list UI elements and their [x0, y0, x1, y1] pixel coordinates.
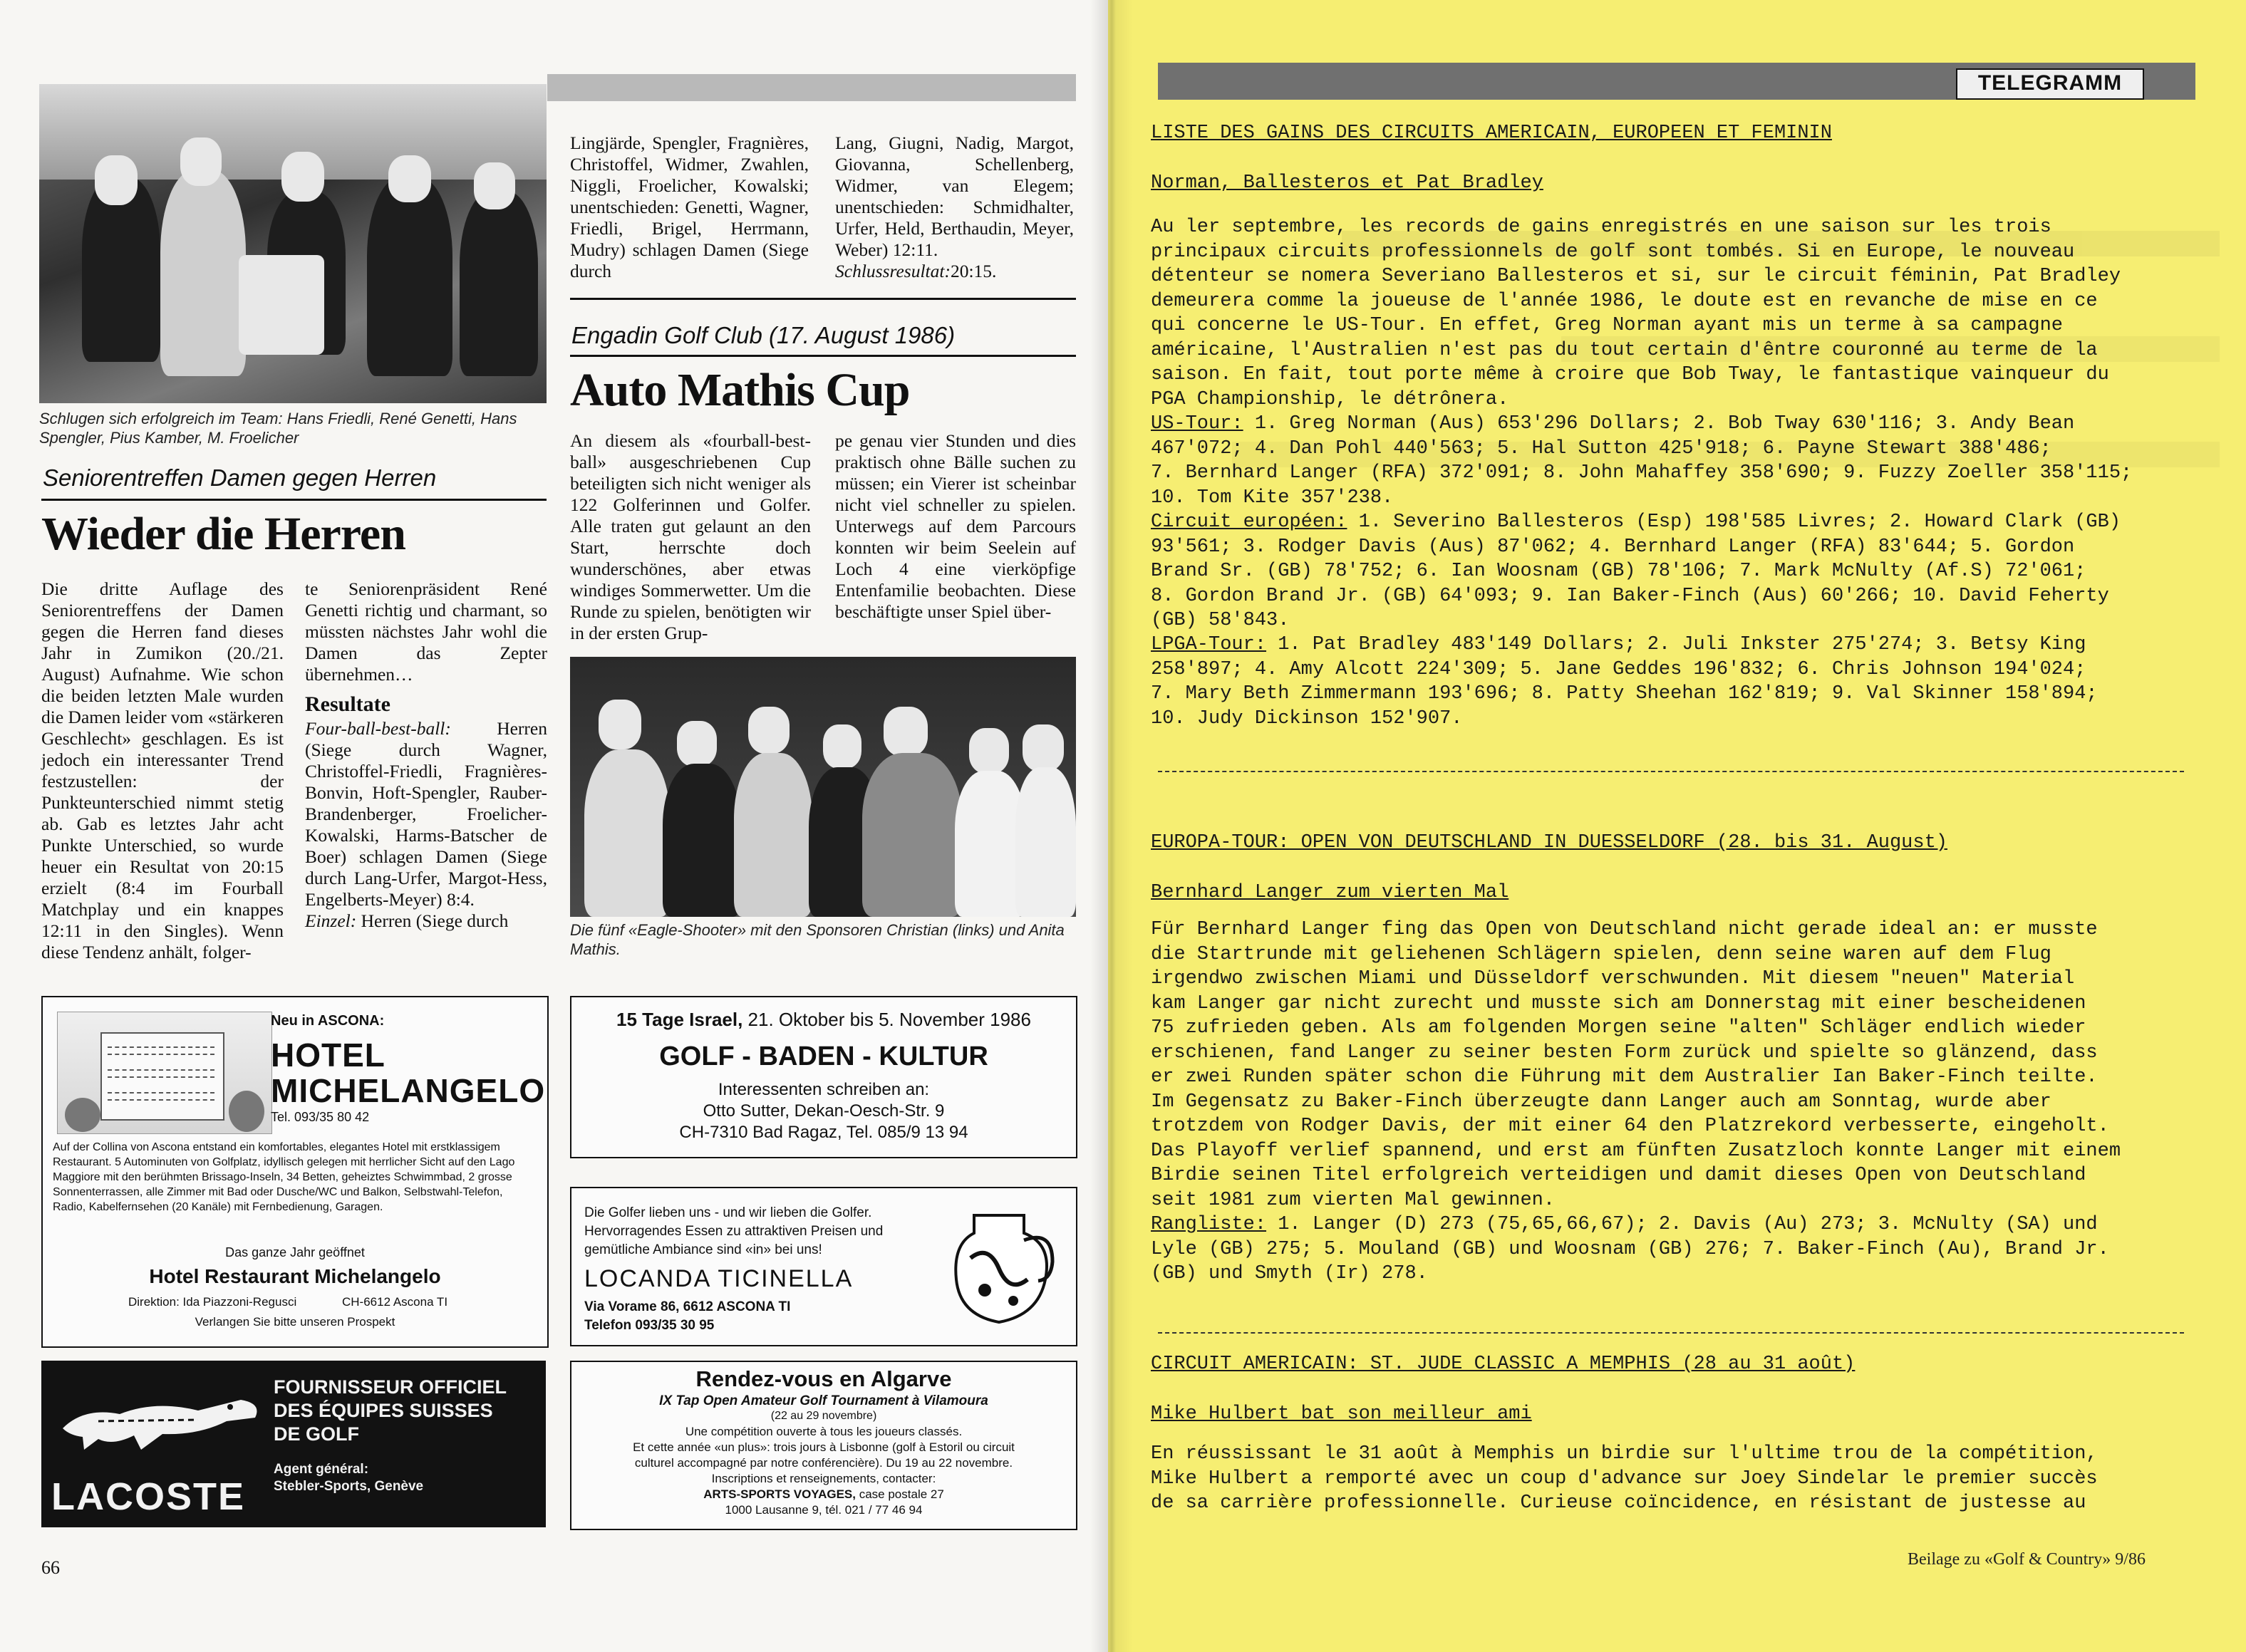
hotel-name-2: MICHELANGELO: [271, 1072, 546, 1109]
kicker-seniorentreffen: Seniorentreffen Damen gegen Herren: [43, 464, 437, 491]
einzel-results: Herren (Siege durch: [356, 910, 509, 931]
heading-gains-list: LISTE DES GAINS DES CIRCUITS AMERICAIN, EUROPEEN ET FEMININ: [1151, 123, 1832, 144]
lacoste-line3: DE GOLF: [274, 1423, 359, 1445]
lpga-tour-results: [1151, 633, 2098, 731]
supplement-footer: Beilage zu «Golf & Country» 9/86: [1908, 1550, 2146, 1569]
israel-line1: [571, 1009, 1076, 1031]
hotel-description: Auf der Collina von Ascona entstand ein komfortables, elegantes Hotel mit erstklassigem Restaurant. 5 Autominuten von Golfplatz, idyllisch gelegen mit herrlicher Sicht auf den Lago Maggiore mit den berühmten Brissago-Inseln, 34 Betten, geheiztes Schwimmbad, 2 grosse Sonnenterrassen, alle Zimmer mit Bad oder Dusche/WC und Balkon, Selbstwahl-Telefon, Radio, Kabelfernsehen (20 Kanäle) mit Fernbedienung, Garagen.: [53, 1141, 515, 1213]
locanda-name: LOCANDA TICINELLA: [584, 1265, 854, 1292]
telegram-label: TELEGRAMM: [1956, 68, 2144, 100]
seniors-article-col2: [305, 578, 547, 932]
left-page: [0, 0, 1108, 1652]
kicker2-rule-bottom: [570, 355, 1076, 357]
results-continued-col2: [835, 133, 1074, 282]
algarve-line2: IX Tap Open Amateur Golf Tournament à Vilamoura: [659, 1393, 988, 1408]
seniors-article-col1: Die dritte Auflage des Seniorentreffens der Damen gegen die Herren fand dieses Jahr in Zumikon (20./21. August) Aufnahme. Wie schon die beiden letzten Male wurden die Damen leider vom «stärkeren Geschlecht» geschlagen. Es ist jedoch ein interessanter Trend festzustellen: der Punkteunterschied nimmt stetig ab. Gab es letztes Jahr acht Punkte Unterschied, so wurde heuer ein Resultat von 20:15 erzielt (8:4 im Fourball Matchplay und ein knappes 12:11 in den Singles). Wenn diese Tendenz anhält, folger-: [41, 578, 284, 962]
kicker-engadin: Engadin Golf Club (17. August 1986): [571, 322, 956, 348]
hotel-michelangelo-ad: [41, 996, 549, 1348]
algarve-line8: [571, 1487, 1076, 1502]
israel-line5: CH-7310 Bad Ragaz, Tel. 085/9 13 94: [679, 1123, 968, 1142]
photo2-caption: Die fünf «Eagle-Shooter» mit den Sponsoren Christian (links) und Anita Mathis.: [570, 921, 1065, 958]
hotel-prospect: Verlangen Sie bitte unseren Prospekt: [195, 1315, 395, 1329]
israel-line1-bold: 15 Tage Israel,: [616, 1009, 743, 1030]
israel-line3: Interessenten schreiben an:: [718, 1080, 930, 1099]
algarve-ad: [570, 1361, 1077, 1530]
mathis-article-col2: pe genau vier Stunden und dies praktisch ohne Bälle suchen zu müssen; ein Vierer ist scheinbar nicht viel schneller zu spielen. Unterwegs auf dem Parcours konnten wir beim Seelein auf Loch 4 eine vierköpfige Entenfamilie beobachten. Diese beschäftigte unser Spiel über-: [835, 430, 1076, 622]
israel-golf-ad: [570, 996, 1077, 1158]
kicker-rule: [41, 499, 547, 501]
algarve-line4: Une compétition ouverte à tous les joueurs classés.: [685, 1425, 963, 1438]
israel-title: GOLF - BADEN - KULTUR: [659, 1041, 988, 1071]
israel-line1-rest: 21. Oktober bis 5. November 1986: [742, 1009, 1031, 1030]
us-tour-label: US-Tour:: [1151, 413, 1243, 435]
lacoste-agent-label: Agent général:: [274, 1462, 369, 1477]
hulbert-paragraph: En réussissant le 31 août à Memphis un birdie sur l'ultime trou de la compétition, Mike Hulbert a remporté avec un coup d'advance sur Joey Sindelar le premier succès de sa carrière professionnelle. Curieuse coïncidence, en résistant de justesse au: [1151, 1443, 2098, 1514]
algarve-line5: Et cette année «un plus»: trois jours à Lisbonne (golf à Estoril ou circuit: [633, 1440, 1015, 1454]
kicker2-rule: [570, 298, 1076, 300]
algarve-agency: ARTS-SPORTS VOYAGES,: [703, 1487, 856, 1501]
rangliste-results: [1151, 1212, 2109, 1287]
lacoste-agent: Stebler-Sports, Genève: [274, 1479, 424, 1494]
subheading-langer: Bernhard Langer zum vierten Mal: [1151, 882, 1509, 903]
hotel-direction: Direktion: Ida Piazzoni-Regusci: [128, 1295, 297, 1309]
hotel-illustration: [57, 1012, 272, 1134]
seniors-team-photo: [39, 84, 547, 403]
headline-wieder-die-herren: Wieder die Herren: [41, 508, 405, 560]
locanda-line1: Die Golfer lieben uns - und wir lieben die Golfer.: [584, 1205, 872, 1220]
european-tour-text: 1. Severino Ballesteros (Esp) 198'585 Livres; 2. Howard Clark (GB) 93'561; 3. Rodger Davis (Aus) 87'062; 4. Bernhard Langer (RFA) 83'644; 5. Gordon Brand Sr. (GB) 78'752; 6. Ian Woosnam (GB) 78'106; 7. Mark McNulty (Af.S) 72'061; 8. Gordon Brand Jr. (GB) 64'093; 9. Ian Baker-Finch (Aus) 60'266; 10. David Feherty (GB) 58'843.: [1151, 511, 2121, 631]
resultate-heading: Resultate: [305, 692, 390, 716]
hotel-restaurant: Hotel Restaurant Michelangelo: [149, 1265, 441, 1287]
fourball-label: Four-ball-best-ball:: [305, 718, 451, 739]
einzel-label: Einzel:: [305, 910, 357, 931]
lpga-tour-text: 1. Pat Bradley 483'149 Dollars; 2. Juli Inkster 275'274; 3. Betsy King 258'897; 4. Amy Alcott 224'309; 5. Jane Geddes 196'832; 6. Chris Johnson 194'024; 7. Mary Beth Zimmermann 193'696; 8. Patty Sheehan 162'819; 9. Val Skinner 158'894; 10. Judy Dickinson 152'907.: [1151, 634, 2098, 729]
locanda-line2: Hervorragendes Essen zu attraktiven Preisen und: [584, 1224, 884, 1239]
hotel-tag: Neu in ASCONA:: [271, 1013, 385, 1029]
locanda-line3: gemütliche Ambiance sind «in» bei uns!: [584, 1242, 822, 1257]
locanda-ticinella-ad: [570, 1187, 1077, 1346]
locanda-address: Via Vorame 86, 6612 ASCONA TI: [584, 1299, 791, 1314]
european-tour-label: Circuit européen:: [1151, 511, 1347, 533]
jug-illustration: [946, 1201, 1060, 1333]
results-continued-col1: Lingjärde, Spengler, Fragnières, Christoffel, Widmer, Zwahlen, Niggli, Froelicher, Kowalski; unentschieden: Genetti, Wagner, Friedli, Brigel, Herrmann, Mudry) schlagen Damen (Siege durch: [570, 133, 809, 281]
hotel-open: Das ganze Jahr geöffnet: [225, 1245, 365, 1259]
lacoste-line2: DES ÉQUIPES SUISSES: [274, 1400, 493, 1421]
crocodile-logo: [56, 1378, 269, 1464]
hotel-city: CH-6612 Ascona TI: [342, 1295, 448, 1309]
algarve-postbox: case postale 27: [856, 1487, 944, 1501]
rangliste-text: 1. Langer (D) 273 (75,65,66,67); 2. Davis (Au) 273; 3. McNulty (SA) und Lyle (GB) 275; 5. Mouland (GB) und Woosnam (GB) 276; 7. Baker-Finch (Au), Brand Jr. (GB) und Smyth (Ir) 278.: [1151, 1214, 2109, 1284]
hotel-tel: Tel. 093/35 80 42: [271, 1110, 370, 1124]
mathis-article-col1: An diesem als «fourball-best-ball» ausgeschriebenen Cup beteiligten sich nicht weniger als 122 Golferinnen und Golfer. Alle traten gut gelaunt an den Start, herrschte doch wunderschönes, aber etwas windiges Sommerwetter. Um die Runde zu spielen, benötigten wir in der ersten Grup-: [570, 430, 811, 643]
schlussresultat-label: Schlussresultat:: [835, 261, 951, 281]
section-divider-1: [1158, 771, 2184, 772]
subheading-norman-ballesteros: Norman, Ballesteros et Pat Bradley: [1151, 172, 1543, 194]
page-number-left: 66: [41, 1557, 60, 1578]
rangliste-label: Rangliste:: [1151, 1214, 1267, 1235]
grey-header-bar: [547, 74, 1076, 101]
eagle-shooters-photo: [570, 657, 1076, 917]
heading-europa-tour: EUROPA-TOUR: OPEN VON DEUTSCHLAND IN DUESSELDORF (28. bis 31. August): [1151, 832, 1947, 853]
algarve-line7: Inscriptions et renseignements, contacter:: [711, 1472, 936, 1485]
lacoste-line1: FOURNISSEUR OFFICIEL: [274, 1376, 507, 1398]
section-divider-2: [1158, 1332, 2184, 1334]
european-tour-results: [1151, 510, 2121, 633]
langer-paragraph: Für Bernhard Langer fing das Open von Deutschland nicht gerade ideal an: er musste die Startrunde mit geliehenen Schlägern spielen, denn seine waren auf dem Flug irgendwo zwischen Miami und Düsseldorf verschwunden. Mit diesem "neuen" Material kam Langer gar nicht zurecht und musste sich am Donnerstag mit einer bescheidenen 75 zufrieden geben. Als am folgenden Morgen seine "alten" Schläger endlich wieder erschienen, fand Langer zu seiner besten Form zurück und spielte so glänzend, dass er zwei Runden später schon die Führung mit dem Australier Ian Baker-Finch teilte. Im Gegensatz zu Baker-Finch überzeugte dann Langer auch am Sonntag, wurde aber trotzdem von Rodger Davis, der mit einer 64 den Platzrekord verbesserte, eingeholt. Das Playoff verlief spannend, und erst am fünften Zusatzloch konnte Langer mit einem Birdie seinen Titel erfolgreich verteidigen und damit dieses Open von Deutschland seit 1981 zum vierten Mal gewinnen.: [1151, 919, 2121, 1211]
lacoste-ad: [41, 1361, 546, 1527]
algarve-line9: 1000 Lausanne 9, tél. 021 / 77 46 94: [725, 1503, 923, 1517]
locanda-tel: Telefon 093/35 30 95: [584, 1318, 715, 1333]
page-gutter: [1090, 0, 1133, 1652]
col2-intro: te Seniorenpräsident René Genetti richtig und charmant, so müssten nächstes Jahr wohl die Damen das Zepter übernehmen…: [305, 578, 547, 685]
hotel-name-1: HOTEL: [271, 1037, 385, 1074]
us-tour-text: 1. Greg Norman (Aus) 653'296 Dollars; 2. Bob Tway 630'116; 3. Andy Bean 467'072; 4. Dan Pohl 440'563; 5. Hal Sutton 425'918; 6. Payne Stewart 388'486; 7. Bernhard Langer (RFA) 372'091; 8. John Mahaffey 358'690; 9. Fuzzy Zoeller 358'115; 10. Tom Kite 357'238.: [1151, 413, 2133, 509]
heading-st-jude-classic: CIRCUIT AMERICAIN: ST. JUDE CLASSIC A MEMPHIS (28 au 31 août): [1151, 1354, 1856, 1375]
schlussresultat-value: 20:15.: [950, 261, 997, 281]
lpga-tour-label: LPGA-Tour:: [1151, 634, 1267, 655]
photo1-caption: Schlugen sich erfolgreich im Team: Hans Friedli, René Genetti, Hans Spengler, Pius Kamber, M. Froelicher: [39, 410, 517, 447]
gains-intro-paragraph: Au ler septembre, les records de gains enregistrés en une saison sur les trois principaux circuits professionnels de golf sont tombés. Si en Europe, le nouveau détenteur se nomera Severiano Ballesteros et si, sur le circuit féminin, Pat Bradley demeurera comme la joueuse de l'année 1986, le doute est en revanche de mise en ce qui concerne le US-Tour. En effet, Greg Norman ayant mis un terme à sa campagne américaine, l'Australien n'est pas du tout certain d'êntre couronné au terme de la saison. En fait, tout porte même à croire que Bob Tway, le fantastique vainqueur du PGA Championship, le détrônera.: [1151, 217, 2121, 410]
lacoste-brand: LACOSTE: [51, 1475, 246, 1518]
algarve-line3: (22 au 29 novembre): [770, 1410, 877, 1422]
results-continued-text: Lang, Giugni, Nadig, Margot, Giovanna, Schellenberg, Widmer, van Elegem; unentschieden: Schmidhalter, Urfer, Held, Berthaudin, Meyer, Weber) 12:11.: [835, 133, 1074, 260]
subheading-mike-hulbert: Mike Hulbert bat son meilleur ami: [1151, 1403, 1532, 1425]
fourball-results: Herren (Siege durch Wagner, Christoffel-Friedli, Fragnières-Bonvin, Hoft-Spengler, Rauber-Brandenberger, Froelicher-Kowalski, Harms-Batscher de Boer) schlagen Damen (Siege durch Lang-Urfer, Margot-Hess, Engelberts-Meyer) 8:4.: [305, 718, 547, 910]
algarve-line6: culturel accompagné par notre conférencière). Du 19 au 22 novembre.: [634, 1456, 1013, 1470]
headline-auto-mathis-cup: Auto Mathis Cup: [570, 364, 910, 416]
israel-line4: Otto Sutter, Dekan-Oesch-Str. 9: [703, 1101, 945, 1121]
right-page: [1108, 0, 2246, 1652]
us-tour-results: [1151, 412, 2132, 510]
algarve-title: Rendez-vous en Algarve: [695, 1366, 952, 1391]
